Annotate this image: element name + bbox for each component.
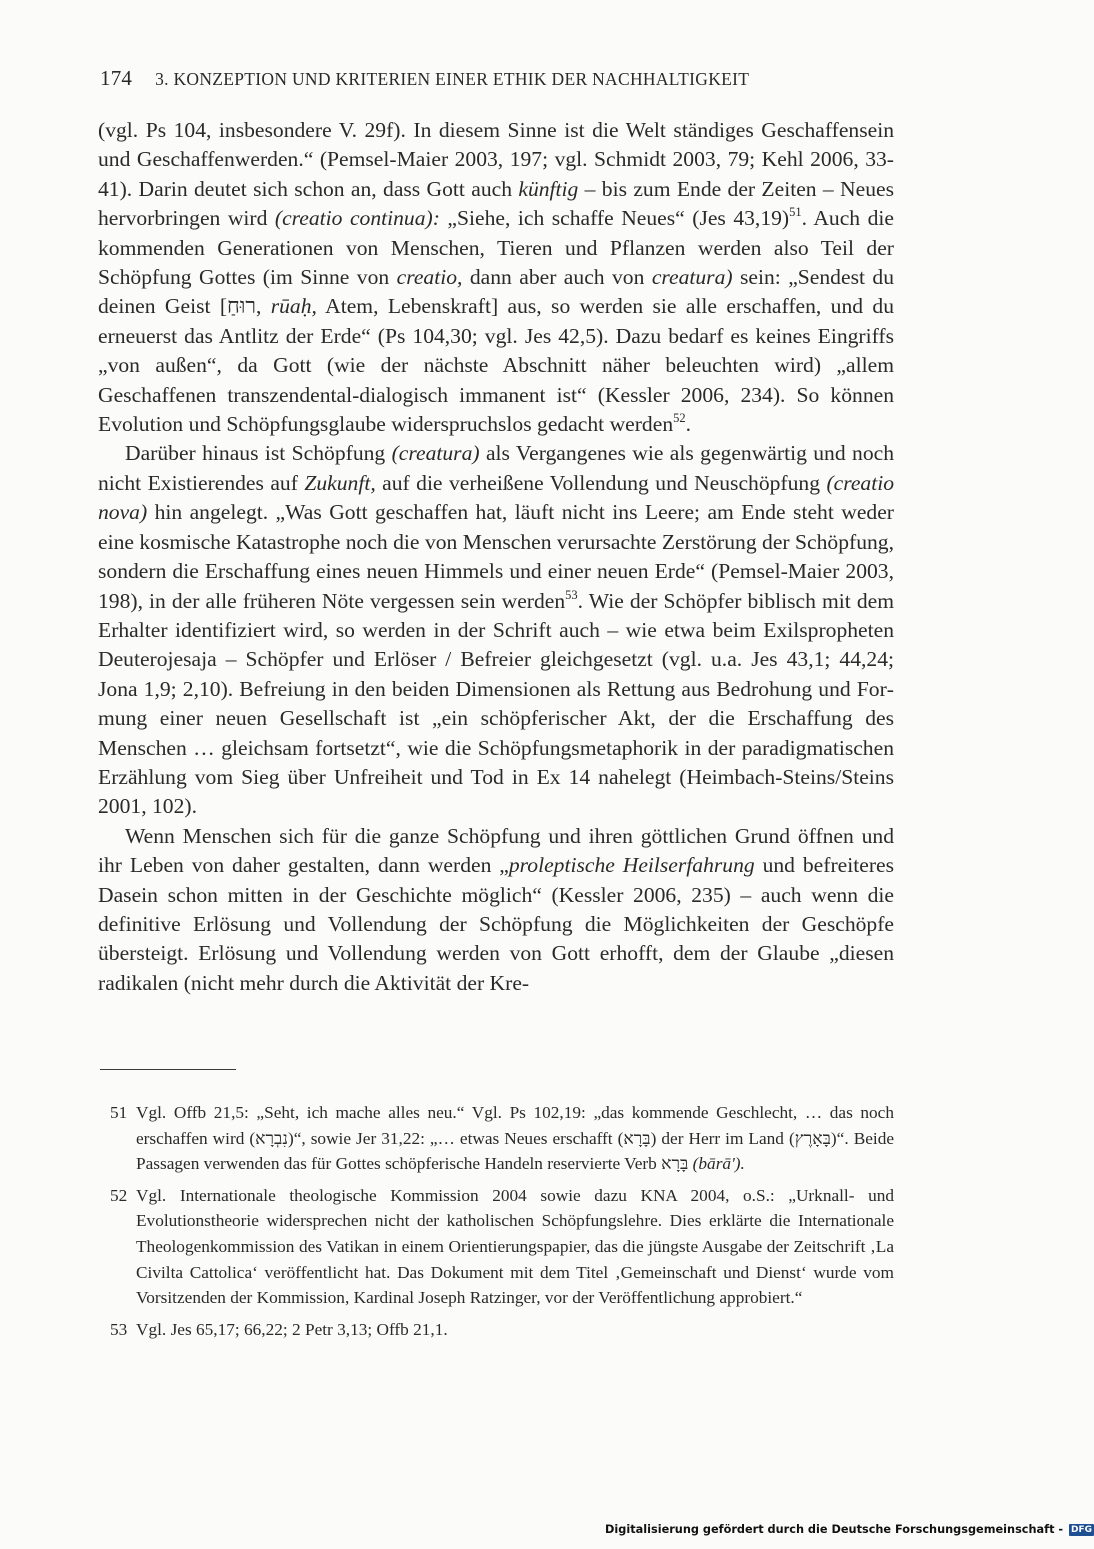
page-number: 174 [100, 66, 133, 90]
dfg-logo: DFG [1071, 1525, 1093, 1535]
body-text [98, 116, 894, 998]
footnote-number: 51 [110, 1103, 128, 1122]
footnote-text: Vgl. Offb 21,5: „Seht, ich mache alles neu.“ Vgl. Ps 102,19: „das kommende Geschlecht, … das noch erschaffen wird (נִבְרָא)“, sowie Jer 31,22: „… etwas Neues erschafft (בָּרָא) der Herr im Land (בָּאָרֶץ)“. Beide Passagen verwenden das für Gottes schöpferische Handeln reservierte Verb בָּרָא (bārā'). [136, 1103, 894, 1174]
footnote-ref-53[interactable]: 53 [565, 587, 578, 602]
footnote-text: Vgl. Jes 65,17; 66,22; 2 Petr 3,13; Offb 21,1. [136, 1319, 448, 1339]
footnote-number: 52 [110, 1185, 128, 1205]
credit-text: Digitalisierung gefördert durch die Deutsche Forschungsgemeinschaft - [605, 1523, 1064, 1536]
chapter-title: 3. KONZEPTION UND KRITERIEN EINER ETHIK DER NACHHALTIGKEIT [155, 69, 750, 89]
footnote-ref-52[interactable]: 52 [673, 411, 686, 426]
footnote-ref-51[interactable]: 51 [789, 205, 802, 220]
footnote [100, 1317, 894, 1343]
footnote-separator [100, 1069, 236, 1070]
running-head [100, 66, 900, 91]
digitization-credit [605, 1523, 1093, 1539]
footnotes [100, 1100, 894, 1348]
paragraph-2: Darüber hinaus ist Schöpfung (creatura) als Vergangenes wie als gegenwärtig und noch nicht Existierendes auf Zukunft, auf die verheißene Vollendung und Neuschöpfung (creatio nova) hin angelegt. „Was Gott geschaffen hat, läuft nicht ins Leere; am Ende steht weder eine kosmische Katastrophe noch die von Menschen verursachte Zerstörung der Schöpfung, sondern die Erschaffung eines neuen Himmels und einer neuen Erde“ (Pemsel-Maier 2003, 198), in der alle früheren Nöte vergessen sein werden$^{53}$. Wie der Schöpfer biblisch mit dem Erhalter identifiziert wird, so werden in der Schrift auch – wie etwa beim Exilspropheten Deuterojesaja – Schöpfer und Erlöser / Befreier gleichgesetzt (vgl. u.a. Jes 43,1; 44,24; Jona 1,9; 2,10). Befreiung in den beiden Dimensionen als Rettung aus Bedrohung und Formung einer neuen Gesellschaft ist „ein schöpferischer Akt, der die Erschaffung des Menschen … gleichsam fortsetzt“, wie die Schöpfungsmetaphorik in der paradigmatischen Erzählung vom Sieg über Unfreiheit und Tod in Ex 14 nahelegt (Heimbach-Steins/Steins 2001, 102). [98, 441, 894, 819]
paragraph-3: Wenn Menschen sich für die ganze Schöpfung und ihren göttlichen Grund öffnen und ihr Leben von daher gestalten, dann werden „proleptische Heilserfahrung und befreiteres Dasein schon mitten in der Geschichte möglich“ (Kessler 2006, 235) – auch wenn die definitive Erlösung und Vollendung der Schöpfung die Möglichkeiten der Geschöpfe übersteigt. Erlösung und Vollendung werden von Gott erhofft, dem der Glaube „diesen radikalen (nicht mehr durch die Aktivität der Kre- [98, 823, 894, 995]
paragraph-1: (vgl. Ps 104, insbesondere V. 29f). In diesem Sinne ist die Welt ständiges Geschaffensein und Geschaffenwerden.“ (Pemsel-Maier 2003, 197; vgl. Schmidt 2003, 79; Kehl 2006, 33-41). Darin deutet sich schon an, dass Gott auch künftig – bis zum Ende der Zeiten – Neues hervorbringen wird (creatio continua): „Siehe, ich schaffe Neues“ (Jes 43,19)$^{51}$. Auch die kommenden Generationen von Menschen, Tieren und Pflanzen werden also Teil der Schöpfung Gottes (im Sinne von creatio, dann aber auch von creatura) sein: „Sendest du deinen Geist [רוּחַ, rūaḥ, Atem, Lebenskraft] aus, so werden sie alle erschaffen, und du erneuerst das Antlitz der Erde“ (Ps 104,30; vgl. Jes 42,5). Dazu bedarf es keines Eingriffs „von außen“, da Gott (wie der nächste Abschnitt näher beleuchten wird) „allem Geschaffenen transzendental-dialogisch immanent ist“ (Kessler 2006, 234). So können Evolution und Schöpfungsglaube widerspruchslos gedacht werden$^{52}$. [98, 118, 895, 437]
footnote [100, 1183, 894, 1311]
footnote [100, 1100, 894, 1177]
footnote-number: 53 [110, 1319, 128, 1339]
footnote-text: Vgl. Internationale theologische Kommission 2004 sowie dazu KNA 2004, o.S.: „Urknall- und Evolutionstheorie widersprechen nicht der katholischen Schöpfungslehre. Dies erklärte die Internationale Theologenkommission des Vatikan in einem Orientierungspapier, das die jüngste Ausgabe der Zeitschrift ‚La Civilta Cattolica‘ veröffentlicht hat. Das Dokument mit dem Titel ‚Gemeinschaft und Dienst‘ wurde vom Vorsitzenden der Kommission, Kardinal Joseph Ratzinger, vor der Veröffentlichung approbiert.“ [136, 1185, 894, 1308]
hebrew-word: רוּחַ [227, 294, 256, 319]
